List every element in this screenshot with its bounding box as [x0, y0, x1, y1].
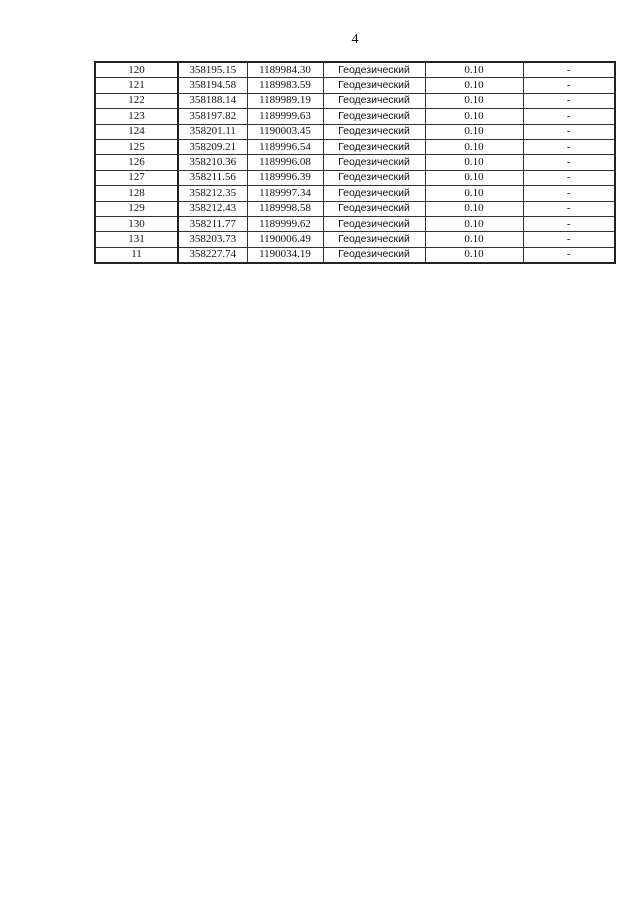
table-row — [95, 62, 615, 78]
table-row — [95, 93, 615, 108]
method-cell: Геодезический — [323, 78, 425, 93]
table-body — [95, 62, 615, 263]
x-coordinate-cell: 358209.21 — [178, 139, 247, 154]
point-number-cell: 129 — [95, 201, 178, 216]
accuracy-cell: 0.10 — [425, 139, 523, 154]
point-number-cell: 121 — [95, 78, 178, 93]
point-number-cell: 124 — [95, 124, 178, 139]
point-number-cell: 11 — [95, 247, 178, 263]
point-number-cell: 128 — [95, 186, 178, 201]
y-coordinate-cell: 1189999.63 — [247, 109, 323, 124]
method-cell: Геодезический — [323, 124, 425, 139]
table-row — [95, 155, 615, 170]
note-cell: - — [523, 93, 615, 108]
note-cell: - — [523, 170, 615, 185]
accuracy-cell: 0.10 — [425, 155, 523, 170]
method-cell: Геодезический — [323, 186, 425, 201]
accuracy-cell: 0.10 — [425, 201, 523, 216]
x-coordinate-cell: 358227.74 — [178, 247, 247, 263]
method-cell: Геодезический — [323, 93, 425, 108]
table-row — [95, 170, 615, 185]
table-row — [95, 139, 615, 154]
y-coordinate-cell: 1189999.62 — [247, 216, 323, 231]
method-cell: Геодезический — [323, 232, 425, 247]
method-cell: Геодезический — [323, 62, 425, 78]
note-cell: - — [523, 216, 615, 231]
accuracy-cell: 0.10 — [425, 78, 523, 93]
method-cell: Геодезический — [323, 139, 425, 154]
note-cell: - — [523, 232, 615, 247]
coordinates-table — [94, 61, 616, 264]
point-number-cell: 126 — [95, 155, 178, 170]
accuracy-cell: 0.10 — [425, 247, 523, 263]
method-cell: Геодезический — [323, 155, 425, 170]
table-row — [95, 201, 615, 216]
accuracy-cell: 0.10 — [425, 93, 523, 108]
y-coordinate-cell: 1190034.19 — [247, 247, 323, 263]
accuracy-cell: 0.10 — [425, 109, 523, 124]
y-coordinate-cell: 1190006.49 — [247, 232, 323, 247]
y-coordinate-cell: 1189998.58 — [247, 201, 323, 216]
x-coordinate-cell: 358212.43 — [178, 201, 247, 216]
note-cell: - — [523, 201, 615, 216]
y-coordinate-cell: 1190003.45 — [247, 124, 323, 139]
page-number: 4 — [351, 32, 359, 47]
x-coordinate-cell: 358195.15 — [178, 62, 247, 78]
y-coordinate-cell: 1189989.19 — [247, 93, 323, 108]
method-cell: Геодезический — [323, 170, 425, 185]
table-row — [95, 78, 615, 93]
y-coordinate-cell: 1189984.30 — [247, 62, 323, 78]
x-coordinate-cell: 358197.82 — [178, 109, 247, 124]
table-row — [95, 124, 615, 139]
x-coordinate-cell: 358188.14 — [178, 93, 247, 108]
method-cell: Геодезический — [323, 201, 425, 216]
point-number-cell: 127 — [95, 170, 178, 185]
method-cell: Геодезический — [323, 109, 425, 124]
x-coordinate-cell: 358194.58 — [178, 78, 247, 93]
method-cell: Геодезический — [323, 247, 425, 263]
x-coordinate-cell: 358211.77 — [178, 216, 247, 231]
y-coordinate-cell: 1189996.54 — [247, 139, 323, 154]
y-coordinate-cell: 1189983.59 — [247, 78, 323, 93]
accuracy-cell: 0.10 — [425, 62, 523, 78]
table-row — [95, 216, 615, 231]
x-coordinate-cell: 358212.35 — [178, 186, 247, 201]
note-cell: - — [523, 124, 615, 139]
accuracy-cell: 0.10 — [425, 170, 523, 185]
accuracy-cell: 0.10 — [425, 186, 523, 201]
table-row — [95, 247, 615, 263]
x-coordinate-cell: 358203.73 — [178, 232, 247, 247]
x-coordinate-cell: 358201.11 — [178, 124, 247, 139]
y-coordinate-cell: 1189997.34 — [247, 186, 323, 201]
table-row — [95, 186, 615, 201]
point-number-cell: 122 — [95, 93, 178, 108]
point-number-cell: 130 — [95, 216, 178, 231]
method-cell: Геодезический — [323, 216, 425, 231]
point-number-cell: 131 — [95, 232, 178, 247]
point-number-cell: 123 — [95, 109, 178, 124]
note-cell: - — [523, 109, 615, 124]
x-coordinate-cell: 358210.36 — [178, 155, 247, 170]
point-number-cell: 120 — [95, 62, 178, 78]
accuracy-cell: 0.10 — [425, 124, 523, 139]
y-coordinate-cell: 1189996.39 — [247, 170, 323, 185]
note-cell: - — [523, 62, 615, 78]
accuracy-cell: 0.10 — [425, 232, 523, 247]
note-cell: - — [523, 155, 615, 170]
table-row — [95, 109, 615, 124]
note-cell: - — [523, 139, 615, 154]
note-cell: - — [523, 186, 615, 201]
accuracy-cell: 0.10 — [425, 216, 523, 231]
note-cell: - — [523, 78, 615, 93]
y-coordinate-cell: 1189996.08 — [247, 155, 323, 170]
table-row — [95, 232, 615, 247]
x-coordinate-cell: 358211.56 — [178, 170, 247, 185]
point-number-cell: 125 — [95, 139, 178, 154]
note-cell: - — [523, 247, 615, 263]
